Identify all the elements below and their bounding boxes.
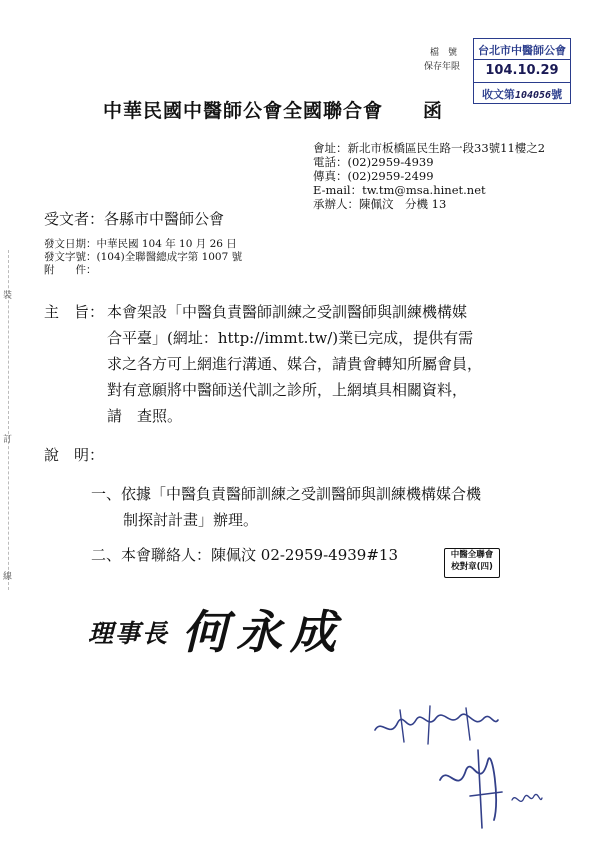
file-no-label: 檔 號 [430,48,458,58]
explanation-label: 說 明： [44,446,105,464]
receipt-stamp [473,38,571,104]
subject-line-4: 對有意願將中醫師送代訓之診所，上網填具相關資料， [107,381,468,399]
stamp-number-suffix: 號 [551,88,563,101]
subject-line-1: 本會架設「中醫負責醫師訓練之受訓醫師與訓練機構媒 [107,303,468,321]
subject-line-5: 請 查照。 [107,407,183,425]
seal-line-1: 中醫全聯會 [450,550,494,560]
stamp-number: 104056 [514,90,552,101]
stamp-divider-1 [474,59,570,60]
seal-line-2: 校對章(四) [451,562,493,572]
binding-mark-xian: 線 [3,572,13,582]
binding-mark-zhuang: 裝 [3,291,13,301]
receiver: 受文者：各縣市中醫師公會 [44,210,225,228]
binding-mark-ding: 訂 [3,435,13,445]
contact-phone: 電話：(02)2959-4939 [313,155,434,169]
page-title: 中華民國中醫師公會全國聯合會 函 [103,100,444,122]
meta-block [44,238,242,277]
stamp-number-row [474,86,570,102]
subject-label: 主 旨： [44,303,105,321]
subject-line-2: 合平臺」(網址：http://immt.tw/)業已完成，提供有需 [107,329,474,347]
contact-fax: 傳真：(02)2959-2499 [313,169,434,183]
attachment: 附 件： [44,264,97,276]
issue-date: 發文日期：中華民國 104 年 10 月 26 日 [44,238,237,250]
contact-handler: 承辦人：陳佩汶 分機 13 [313,197,447,211]
proofreading-seal [444,548,500,578]
chairman-signature: 何永成 [182,605,344,659]
stamp-date: 104.10.29 [485,63,559,78]
handwritten-signature [370,700,570,840]
stamp-divider-2 [474,82,570,83]
retention-label: 保存年限 [424,62,461,72]
explanation-item-1-line-1: 一、依據「中醫負責醫師訓練之受訓醫師與訓練機構媒合機 [91,485,482,503]
stamp-number-label: 收文第 [481,88,515,101]
subject-line-3: 求之各方可上網進行溝通、媒合，請貴會轉知所屬會員， [107,355,483,373]
contact-block [313,141,545,211]
explanation-item-2: 二、本會聯絡人：陳佩汶 02-2959-4939#13 [91,546,398,564]
explanation-item-1-line-2: 制探討計畫」辦理。 [123,511,259,529]
contact-email: E-mail：tw.tm@msa.hinet.net [313,183,486,197]
binding-line [8,250,9,590]
subject-body [107,299,577,429]
stamp-org: 台北市中醫師公會 [478,44,566,57]
chairman-title: 理事長 [88,619,170,648]
contact-address: 會址：新北市板橋區民生路一段33號11樓之2 [313,141,546,155]
issue-ref: 發文字號：(104)全聯醫總成字第 1007 號 [44,251,243,263]
